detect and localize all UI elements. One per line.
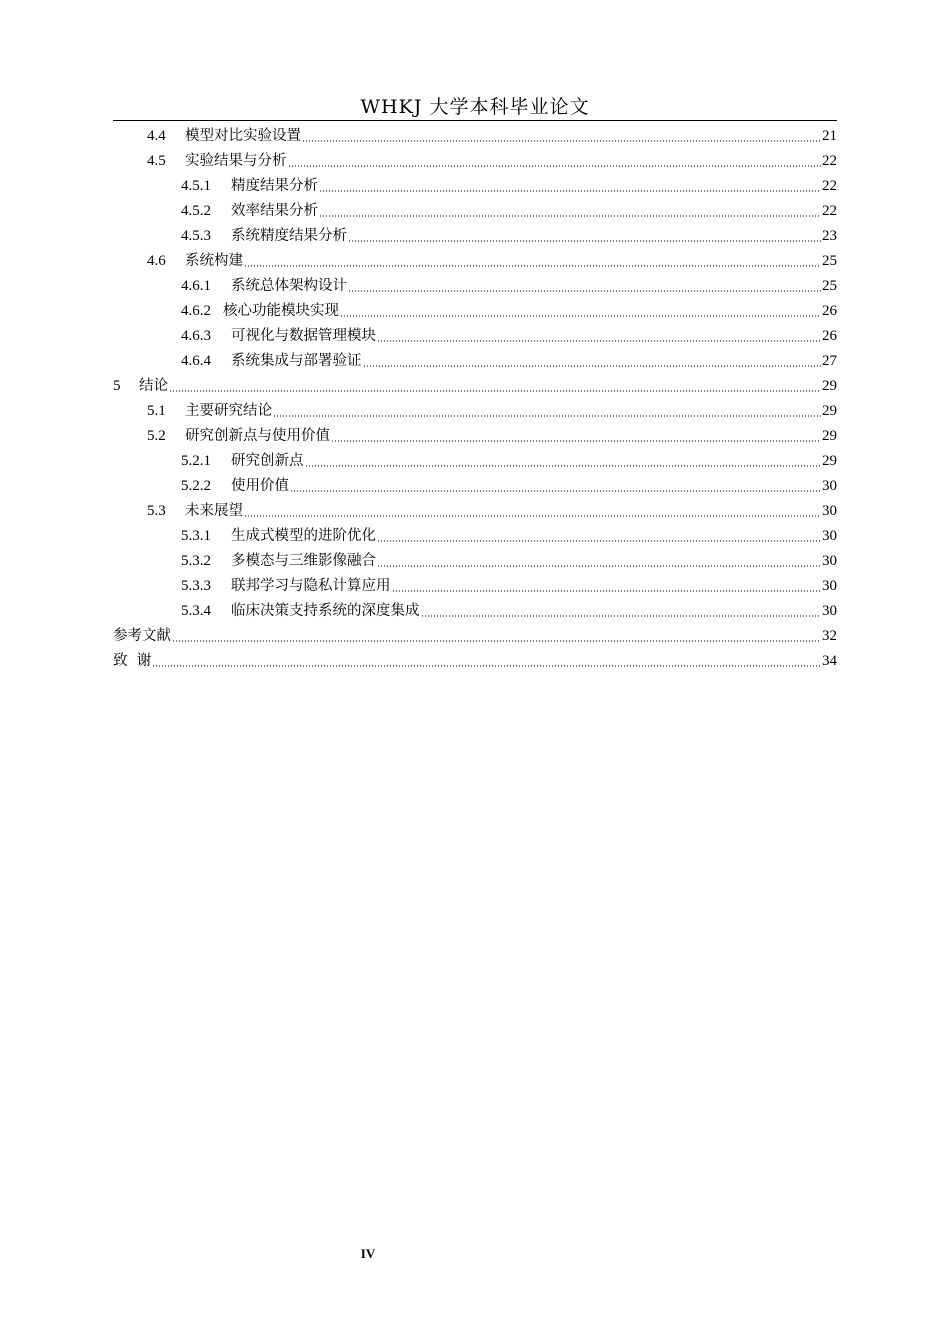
toc-entry-title: 联邦学习与隐私计算应用: [231, 578, 391, 594]
toc-dot-leader: [302, 140, 821, 142]
toc-entry-number: 5.2: [147, 428, 166, 444]
toc-entry[interactable]: [113, 621, 837, 646]
toc-entry[interactable]: [113, 121, 837, 146]
toc-entry[interactable]: [113, 421, 837, 446]
toc-entry[interactable]: [113, 446, 837, 471]
toc-entry-title: 临床决策支持系统的深度集成: [231, 603, 420, 619]
toc-entry[interactable]: [113, 646, 837, 671]
toc-dot-leader: [244, 265, 821, 267]
toc-entry[interactable]: [113, 271, 837, 296]
toc-entry[interactable]: [113, 196, 837, 221]
toc-entry[interactable]: [113, 571, 837, 596]
toc-entry-title: 生成式模型的进阶优化: [231, 528, 376, 544]
toc-entry[interactable]: [113, 296, 837, 321]
toc-dot-leader: [169, 390, 821, 392]
toc-entry-number: 4.6.4: [181, 353, 211, 369]
toc-dot-leader: [244, 515, 821, 517]
toc-entry-number: 4.6.3: [181, 328, 211, 344]
toc-entry-title: 效率结果分析: [231, 203, 318, 219]
toc-entry-page: 26: [822, 303, 837, 319]
toc-entry-number: 5.3.1: [181, 528, 211, 544]
toc-entry-title: 研究创新点: [231, 453, 304, 469]
toc-entry-number: 4.6: [147, 253, 166, 269]
toc-entry[interactable]: [113, 246, 837, 271]
toc-entry[interactable]: [113, 146, 837, 171]
toc-entry-title: 系统总体架构设计: [231, 278, 347, 294]
toc-dot-leader: [377, 340, 821, 342]
toc-entry-number: 4.6.1: [181, 278, 211, 294]
toc-entry-page: 29: [822, 403, 837, 419]
toc-dot-leader: [348, 290, 821, 292]
toc-entry-page: 30: [822, 478, 837, 494]
toc-dot-leader: [340, 315, 821, 317]
toc-entry-title: 模型对比实验设置: [185, 128, 301, 144]
toc-entry-page: 22: [822, 178, 837, 194]
toc-entry-title: 研究创新点与使用价值: [185, 428, 330, 444]
toc-entry-title: 多模态与三维影像融合: [231, 553, 376, 569]
toc-dot-leader: [319, 215, 821, 217]
toc-entry-page: 29: [822, 453, 837, 469]
toc-entry-title: 使用价值: [231, 478, 289, 494]
toc-entry-page: 25: [822, 253, 837, 269]
toc-entry-page: 30: [822, 553, 837, 569]
toc-entry-number: 5.1: [147, 403, 166, 419]
toc-entry-number: 5.3.4: [181, 603, 211, 619]
toc-dot-leader: [348, 240, 821, 242]
toc-entry-page: 23: [822, 228, 837, 244]
toc-entry-page: 26: [822, 328, 837, 344]
toc-dot-leader: [363, 365, 822, 367]
toc-entry-page: 30: [822, 503, 837, 519]
toc-entry-title: 结论: [139, 378, 168, 394]
toc-entry-title: 参考文献: [113, 628, 171, 644]
toc-entry-page: 30: [822, 603, 837, 619]
toc-entry-page: 21: [822, 128, 837, 144]
toc-entry-page: 25: [822, 278, 837, 294]
toc-entry-title: 未来展望: [185, 503, 243, 519]
toc-entry-page: 29: [822, 428, 837, 444]
toc-entry-page: 22: [822, 153, 837, 169]
toc-dot-leader: [290, 490, 821, 492]
toc-entry[interactable]: [113, 596, 837, 621]
toc-entry-number: 4.5: [147, 153, 166, 169]
toc-entry[interactable]: [113, 221, 837, 246]
toc-entry-number: 4.5.1: [181, 178, 211, 194]
toc-entry-title: 可视化与数据管理模块: [231, 328, 376, 344]
toc-entry-title: 精度结果分析: [231, 178, 318, 194]
toc-entry-number: 5.2.2: [181, 478, 211, 494]
toc-dot-leader: [305, 465, 822, 467]
toc-entry-page: 22: [822, 203, 837, 219]
toc-entry[interactable]: [113, 546, 837, 571]
toc-entry-title: 主要研究结论: [185, 403, 272, 419]
toc-entry-number: 4.5.2: [181, 203, 211, 219]
toc-entry-title: 致 谢: [113, 653, 152, 669]
toc-dot-leader: [152, 665, 821, 667]
toc-entry[interactable]: [113, 371, 837, 396]
toc-entry[interactable]: [113, 171, 837, 196]
toc-entry[interactable]: [113, 496, 837, 521]
toc-entry-number: 5: [113, 378, 121, 394]
toc-entry[interactable]: [113, 396, 837, 421]
page-header: WHKJ 大学本科毕业论文: [113, 94, 837, 121]
toc-dot-leader: [377, 540, 821, 542]
toc-entry-page: 27: [822, 353, 837, 369]
toc-entry[interactable]: [113, 521, 837, 546]
toc-entry-number: 5.3.3: [181, 578, 211, 594]
toc-entry-number: 5.2.1: [181, 453, 211, 469]
toc-entry-title: 核心功能模块实现: [223, 303, 339, 319]
toc-dot-leader: [172, 640, 821, 642]
toc-entry[interactable]: [113, 346, 837, 371]
toc-entry-title: 系统集成与部署验证: [231, 353, 362, 369]
toc-entry-title: 系统精度结果分析: [231, 228, 347, 244]
toc-dot-leader: [392, 590, 822, 592]
toc-dot-leader: [421, 615, 822, 617]
toc-dot-leader: [319, 190, 821, 192]
page-number: IV: [360, 1246, 376, 1261]
toc-entry-number: 4.5.3: [181, 228, 211, 244]
toc-entry-number: 4.4: [147, 128, 166, 144]
toc-entry-page: 34: [822, 653, 837, 669]
toc-entry[interactable]: [113, 321, 837, 346]
table-of-contents: [113, 121, 837, 671]
toc-entry-number: 4.6.2: [181, 303, 211, 319]
toc-entry-page: 30: [822, 528, 837, 544]
toc-dot-leader: [377, 565, 821, 567]
toc-entry-page: 32: [822, 628, 837, 644]
toc-entry-number: 5.3: [147, 503, 166, 519]
toc-entry[interactable]: [113, 471, 837, 496]
toc-dot-leader: [273, 415, 821, 417]
toc-entry-number: 5.3.2: [181, 553, 211, 569]
toc-entry-title: 系统构建: [185, 253, 243, 269]
toc-entry-page: 30: [822, 578, 837, 594]
toc-dot-leader: [288, 165, 822, 167]
toc-dot-leader: [331, 440, 821, 442]
toc-entry-title: 实验结果与分析: [185, 153, 287, 169]
toc-entry-page: 29: [822, 378, 837, 394]
